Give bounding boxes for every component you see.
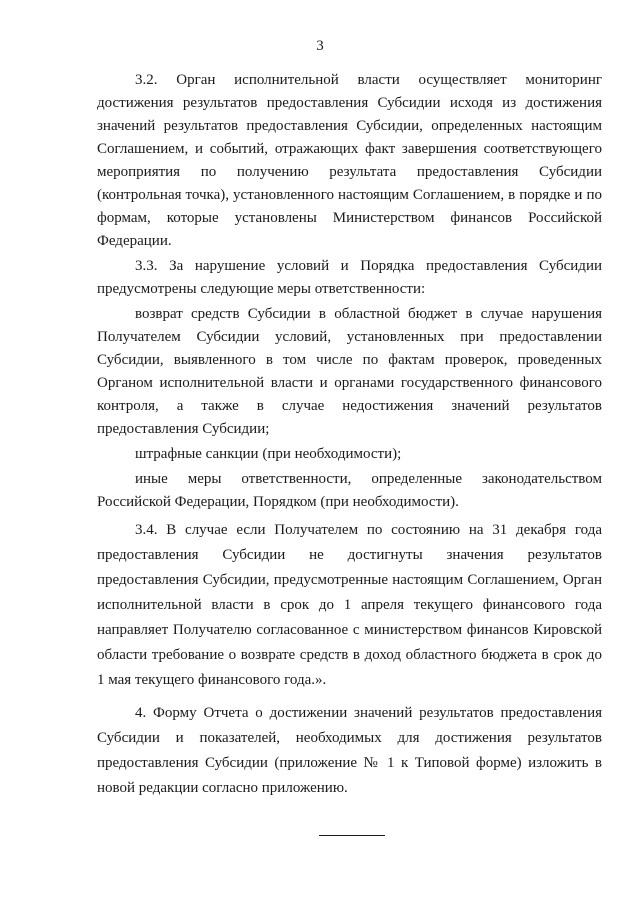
paragraph-3-4: 3.4. В случае если Получателем по состоянию на 31 декабря года предоставления Субсидии не достигнуты значения результатов предоставления Субсидии, предусмотренные настоящим Соглашением, Орган исполнительной власти в срок до 1 апреля текущего финансового года направляет Получателю согласованное с министерством финансов Кировской области требование о возврате средств в доход областного бюджета в срок до 1 мая текущего финансового года.». (97, 522, 602, 688)
paragraph-4: 4. Форму Отчета о достижении значений результатов предоставления Субсидии и показателей, необходимых для достижения результатов предоставления Субсидии (приложение № 1 к Типовой форме) изложить в новой редакции согласно приложению. (97, 705, 602, 796)
liability-item-other: иные меры ответственности, определенные законодательством Российской Федерации, Порядком (при необходимости). (97, 471, 602, 510)
end-of-text-rule (319, 835, 385, 836)
paragraph-3-3-intro: 3.3. За нарушение условий и Порядка предоставления Субсидии предусмотрены следующие меры ответственности: (97, 258, 602, 297)
liability-item-refund: возврат средств Субсидии в областной бюджет в случае нарушения Получателем Субсидии условий, установленных при предоставлении Субсидии, выявленного в том числе по фактам проверок, проведенных Органом исполнительной власти и органами государственного финансового контроля, а также в случае недостижения значений результатов предоставления Субсидии; (97, 306, 602, 437)
liability-item-penalties: штрафные санкции (при необходимости); (135, 446, 402, 462)
paragraph-3-2: 3.2. Орган исполнительной власти осуществляет мониторинг достижения результатов предоставления Субсидии исходя из достижения значений результатов предоставления Субсидии, определенных настоящим Соглашением, и событий, отражающих факт завершения соответствующего мероприятия по получению результата предоставления Субсидии (контрольная точка), установленного настоящим Соглашением, в порядке и по формам, которые установлены Министерством финансов Российской Федерации. (97, 72, 602, 249)
page-number: 3 (316, 38, 324, 54)
document-body (97, 69, 602, 801)
